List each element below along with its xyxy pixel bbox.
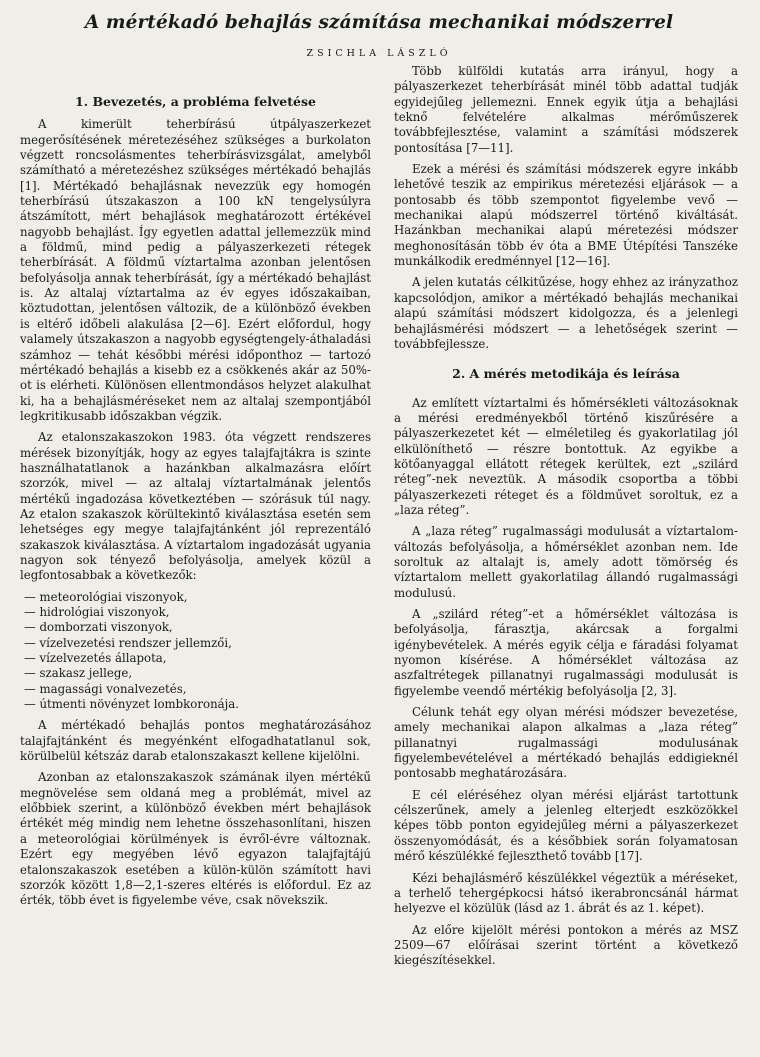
paragraph: Azonban az etalonszakaszok számának ilyen mértékű megnövelése sem oldaná meg a problémát, mivel az előbbiek szerint, a különböző években mért behajlások értékét még mindig nem lehetne összehasonlítani, hiszen a meteorológiai körülmények is évről-évre változnak. Ezért egy megyében lévő egyazon talajfajtájú etalonszakaszok esetében a külön-külön számított havi szorzók között 1,8—2,1-szeres eltérés is előfordul. Ez az érték, több évet is figyelembe véve, csak növekszik. — [20, 770, 371, 908]
paragraph: Az említett víztartalmi és hőmérsékleti változásoknak a mérési eredményekből történő kiszűrésére a pályaszerkezetet két — elméletileg és gyakorlatilag jól elkülöníthető — részre bontottuk. Az egyikbe a kötőanyaggal ellátott rétegek kerültek, ezt „szilárd réteg”-nek neveztük. A második csoportba a többi pályaszerkezeti réteget és a földművet soroltuk, ez a „laza réteg”. — [394, 395, 738, 517]
paragraph: A kimerült teherbírású útpályaszerkezet megerősítésének méretezéséhez szükséges a burkolaton végzett roncsolásmentes teherbírásvizsgálat, amelyből számítható a méretezéshez szükséges mértékadó behajlás [1]. Mértékadó behajlásnak nevezzük egy homogén teherbírású útszakaszon a 100 kN tengelysúlyra átszámított, mért behajlások meghatározott értékével nagyobb behajlást. Így egyetlen adattal jellemezzük mind a földmű, mind pedig a pályaszerkezeti rétegek teherbírását. A földmű víztartalma azonban jelentősen befolyásolja annak teherbírását, így a mértékadó behajlást is. Az altalaj víztartalma az év egyes időszakaiban, köztudottan, jelentősen változik, de a különböző években is eltérő időbeli alakulása [2—6]. Ezért előfordul, hogy valamely útszakaszon a nagyobb egységtengely-áthaladási számhoz — tehát későbbi mérési időponthoz — tartozó mértékadó behajlás a kisebb ez a csökkenés akár az 50%-ot is elérheti. Különösen ellentmondásos helyzet alakulhat ki, ha a behajlásméréseket nem az altalaj szempontjából legkritikusabb időszakban végzik. — [20, 117, 371, 423]
factor-list — [20, 590, 371, 713]
paragraph: E cél eléréséhez olyan mérési eljárást tartottunk célszerűnek, amely a jelenleg elterjedt eszközökkel képes több ponton egyidejűleg mérni a pályaszerkezet összenyomódását, és a későbbiek során folyamatosan mérő készülékké fejleszthető tovább [17]. — [394, 787, 738, 864]
list-item: — hidrológiai viszonyok, — [24, 605, 170, 619]
list-item: — vízelvezetés állapota, — [24, 651, 167, 666]
paragraph: A jelen kutatás célkitűzése, hogy ehhez az irányzathoz kapcsolódjon, amikor a mértékadó behajlás mechanikai alapú számítási módszert kidolgozza, és a jelenlegi behajlásmérési módszert — a lehetőségek szerint — továbbfejlessze. — [394, 275, 738, 351]
list-item: — magassági vonalvezetés, — [24, 681, 187, 696]
paragraph: Több külföldi kutatás arra irányul, hogy a pályaszerkezet teherbírását minél több adattal tudják egyidejűleg jellemezni. Ennek egyik útja a behajlási teknő felvételére alkalmas mérőműszerek továbbfejlesztése, valamint a számítási módszerek pontosítása [7—11]. — [394, 64, 738, 155]
paragraph: Az előre kijelölt mérési pontokon a mérés az MSZ 2509—67 előírásai szerint történt a következő kiegészítésekkel. — [394, 922, 738, 968]
list-item: — szakasz jellege, — [24, 666, 133, 681]
body-columns — [20, 64, 738, 969]
paragraph: A „laza réteg” rugalmassági modulusát a víztartalom-változás befolyásolja, a hőmérséklet azonban nem. Ide soroltuk az altalajt is, amely adott tömörség és víztartalom mellett gyakorlatilag állandó rugalmassági modulusú. — [394, 524, 738, 600]
paragraph: Az etalonszakaszokon 1983. óta végzett rendszeres mérések bizonyítják, hogy az egyes talajfajtákra is szinte használhatatlanok a hazánkban alkalmazásra előírt szorzók, mivel — az altalaj víztartalmának jelentős mértékű ingadozása következtében — szórásuk túl nagy. Az etalon szakaszok körültekintő kiválasztása esetén sem lehetséges egy megye talajfajtánként jól reprezentáló szakaszok kiválasztása. A víztartalom ingadozását ugyania nagyon sok tényező befolyásolja, amelyek közül a legfontosabbak a következők: — [20, 430, 371, 583]
paragraph: A mértékadó behajlás pontos meghatározásához talajfajtánként és megyénként elfogadhatatlanul sok, körülbelül kétszáz darab etalonszakaszt kellene kijelölni. — [20, 718, 371, 764]
left-column — [20, 86, 371, 969]
paragraph: Kézi behajlásmérő készülékkel végeztük a méréseket, a terhelő tehergépkocsi hátsó ikerabroncsánál hármat helyezve el közülük (lásd az 1. ábrát és az 1. képet). — [394, 870, 738, 916]
list-item: — meteorológiai viszonyok, — [24, 589, 188, 604]
list-item: — vízelvezetési rendszer jellemzői, — [24, 635, 232, 650]
list-item: — útmenti növényzet lombkoronája. — [24, 697, 240, 712]
paragraph: Célunk tehát egy olyan mérési módszer bevezetése, amely mechanikai alapon alkalmas a „laza réteg” pillanatnyi rugalmassági modulusának figyelembevételével a mértékadó behajlás eddigieknél pontosabb meghatározására. — [394, 705, 738, 781]
paragraph: Ezek a mérési és számítási módszerek egyre inkább lehetővé teszik az empirikus méretezési eljárások — a pontosabb és több szempontot figyelembe vevő — mechanikai alapú módszerrel történő kiváltását. Hazánkban mechanikai alapú méretezési módszer meghonosításán több év óta a BME Útépítési Tanszéke munkálkodik eredménnyel [12—16]. — [394, 162, 738, 269]
right-column — [394, 64, 738, 969]
section-heading-2: 2. A mérés metodikája és leírása — [452, 366, 680, 382]
section-heading-1: 1. Bevezetés, a probléma felvetése — [75, 94, 316, 109]
list-item: — domborzati viszonyok, — [24, 620, 173, 635]
article-title: A mértékadó behajlás számítása mechanikai módszerrel — [84, 12, 674, 33]
author-name: ZSICHLA LÁSZLÓ — [306, 48, 452, 59]
paragraph: A „szilárd réteg”-et a hőmérséklet változása is befolyásolja, fárasztja, akárcsak a forgalmi igénybevételek. A mérés egyik célja e fáradási folyamat nyomon kísérése. A hőmérséklet változása az aszfaltrétegek pillanatnyi rugalmassági modulusát is figyelembe veendő mértékig befolyásolja [2, 3]. — [394, 607, 738, 698]
